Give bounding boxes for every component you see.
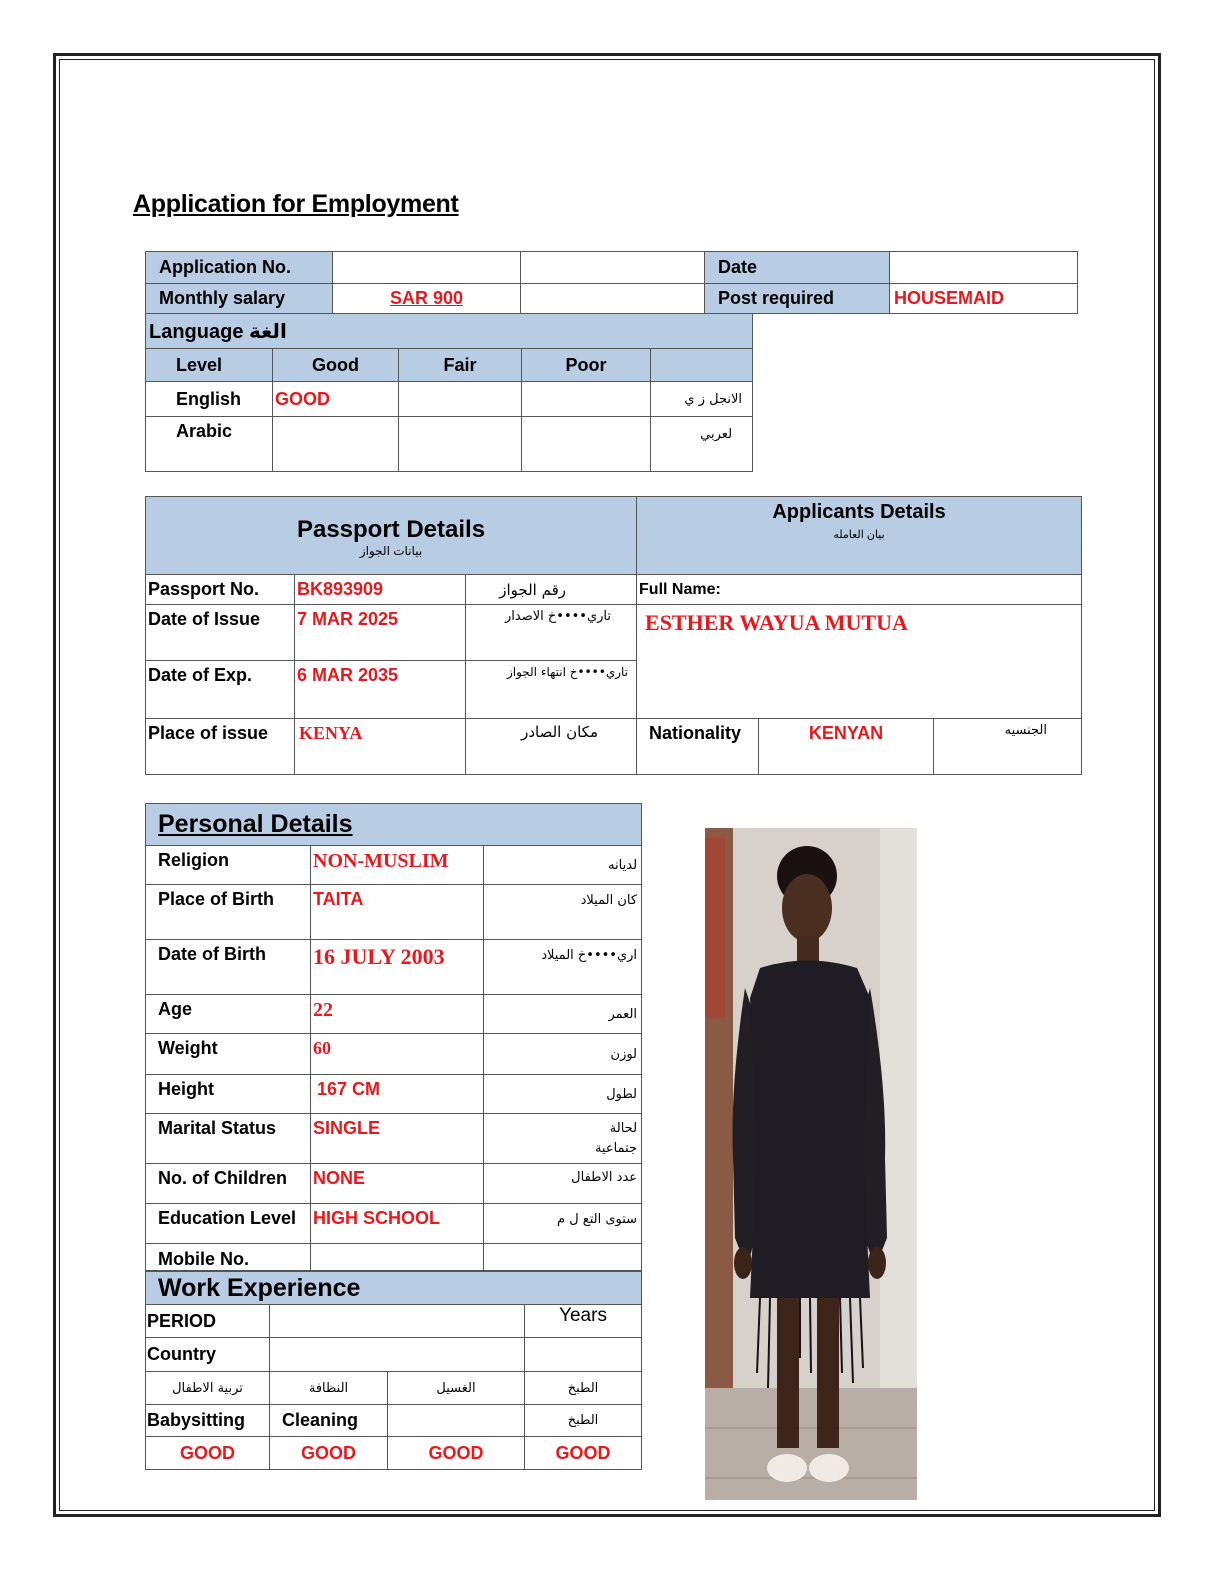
marital-status-label: Marital Status: [146, 1114, 311, 1164]
date-of-birth-arabic: اري••••خ الميلاد: [484, 940, 642, 995]
language-english-label: English: [146, 382, 273, 417]
rating-cooking: GOOD: [525, 1437, 642, 1470]
page-title: Application for Employment: [133, 190, 459, 218]
skill-cooking-arabic: الطبخ: [525, 1372, 642, 1405]
language-arabic-fair: [399, 417, 522, 472]
app-no-extra: [521, 252, 705, 284]
place-of-birth-arabic: كان الميلاد: [484, 885, 642, 940]
language-header-level: Level: [146, 349, 273, 382]
date-of-exp-label: Date of Exp.: [146, 661, 295, 719]
language-english-arabic: الانجل ز ي: [651, 382, 753, 417]
height-value: 167 CM: [311, 1075, 484, 1114]
age-label: Age: [146, 995, 311, 1034]
education-value: HIGH SCHOOL: [311, 1204, 484, 1244]
years-label: Years: [525, 1305, 642, 1338]
rating-cleaning: GOOD: [270, 1437, 388, 1470]
personal-title: Personal Details: [146, 804, 642, 846]
place-of-issue-arabic: مكان الصادر: [466, 719, 637, 775]
weight-value: 60: [311, 1034, 484, 1075]
children-label: No. of Children: [146, 1164, 311, 1204]
age-arabic: العمر: [484, 995, 642, 1034]
marital-status-arabic: لحالة جتماعية: [484, 1114, 642, 1164]
religion-value: NON-MUSLIM: [311, 846, 484, 885]
passport-title-arabic: بيانات الجواز: [359, 543, 423, 558]
skill-washing-arabic: الغسيل: [388, 1372, 525, 1405]
passport-no-arabic: رقم الجواز: [466, 575, 637, 605]
language-english-good: GOOD: [273, 382, 399, 417]
weight-arabic: لوزن: [484, 1034, 642, 1075]
language-arabic-poor: [522, 417, 651, 472]
nationality-value: KENYAN: [759, 719, 934, 775]
education-label: Education Level: [146, 1204, 311, 1244]
place-of-birth-value: TAITA: [311, 885, 484, 940]
passport-no-value: BK893909: [295, 575, 466, 605]
country-label: Country: [146, 1338, 270, 1372]
weight-label: Weight: [146, 1034, 311, 1075]
passport-no-label: Passport No.: [146, 575, 295, 605]
passport-section-header: [146, 497, 637, 575]
language-header-good: Good: [273, 349, 399, 382]
education-arabic: ستوى التع ل م: [484, 1204, 642, 1244]
applicant-section-header: [637, 497, 1082, 575]
work-title: Work Experience: [146, 1272, 642, 1305]
skill-babysitting-label: Babysitting: [146, 1405, 270, 1437]
full-name-label: Full Name:: [637, 575, 1082, 605]
children-value: NONE: [311, 1164, 484, 1204]
country-value: [270, 1338, 525, 1372]
mobile-value: [311, 1244, 484, 1271]
language-english-fair: [399, 382, 522, 417]
date-value: [890, 252, 1078, 284]
period-value: [270, 1305, 525, 1338]
language-header-poor: Poor: [522, 349, 651, 382]
skill-cleaning-label: Cleaning: [270, 1405, 388, 1437]
language-table: [145, 313, 753, 472]
work-experience-table: [145, 1271, 642, 1470]
religion-arabic: لديانه: [484, 846, 642, 885]
place-of-birth-label: Place of Birth: [146, 885, 311, 940]
date-of-issue-value: 7 MAR 2025: [295, 605, 466, 661]
date-of-issue-label: Date of Issue: [146, 605, 295, 661]
religion-label: Religion: [146, 846, 311, 885]
rating-babysitting: GOOD: [146, 1437, 270, 1470]
place-of-issue-value: KENYA: [295, 719, 466, 775]
height-label: Height: [146, 1075, 311, 1114]
applicant-photo-illustration: [705, 828, 917, 1500]
applicant-photo: [705, 828, 917, 1500]
full-name-value: ESTHER WAYUA MUTUA: [637, 605, 1082, 719]
language-arabic-arabic: لعربي: [651, 417, 753, 472]
nationality-label: Nationality: [637, 719, 759, 775]
nationality-arabic: الجنسيه: [934, 719, 1082, 775]
height-arabic: لطول: [484, 1075, 642, 1114]
salary-label: Monthly salary: [146, 284, 333, 314]
applicant-title: Applicants Details: [772, 501, 946, 523]
skill-cleaning-arabic: النظافة: [270, 1372, 388, 1405]
personal-details-table: [145, 803, 642, 1271]
country-extra: [525, 1338, 642, 1372]
date-of-birth-value: 16 JULY 2003: [311, 940, 484, 995]
post-label: Post required: [705, 284, 890, 314]
date-of-exp-value: 6 MAR 2035: [295, 661, 466, 719]
date-of-birth-label: Date of Birth: [146, 940, 311, 995]
salary-value: SAR 900: [333, 284, 521, 314]
language-header-fair: Fair: [399, 349, 522, 382]
age-value: 22: [311, 995, 484, 1034]
post-value: HOUSEMAID: [890, 284, 1078, 314]
app-no-value: [333, 252, 521, 284]
language-english-poor: [522, 382, 651, 417]
passport-title: Passport Details: [296, 515, 486, 543]
date-of-issue-arabic: تاري••••خ الاصدار: [466, 605, 637, 661]
place-of-issue-label: Place of issue: [146, 719, 295, 775]
language-header-blank: [651, 349, 753, 382]
skill-washing-label: [388, 1405, 525, 1437]
date-of-exp-arabic: تاري••••خ انتهاء الجواز: [466, 661, 637, 719]
skill-babysitting-arabic: تربية الاطفال: [146, 1372, 270, 1405]
skill-cooking-label: الطبخ: [525, 1405, 642, 1437]
mobile-arabic: [484, 1244, 642, 1271]
app-no-label: Application No.: [146, 252, 333, 284]
applicant-title-arabic: بيان العامله: [833, 529, 885, 541]
rating-washing: GOOD: [388, 1437, 525, 1470]
period-label: PERIOD: [146, 1305, 270, 1338]
language-title: Language الغة: [146, 314, 753, 349]
mobile-label: Mobile No.: [146, 1244, 311, 1271]
passport-applicant-table: [145, 496, 1082, 775]
language-arabic-good: [273, 417, 399, 472]
children-arabic: عدد الاطفال: [484, 1164, 642, 1204]
salary-extra: [521, 284, 705, 314]
language-arabic-label: Arabic: [146, 417, 273, 472]
application-table: [145, 251, 1078, 314]
marital-status-value: SINGLE: [311, 1114, 484, 1164]
date-label: Date: [705, 252, 890, 284]
